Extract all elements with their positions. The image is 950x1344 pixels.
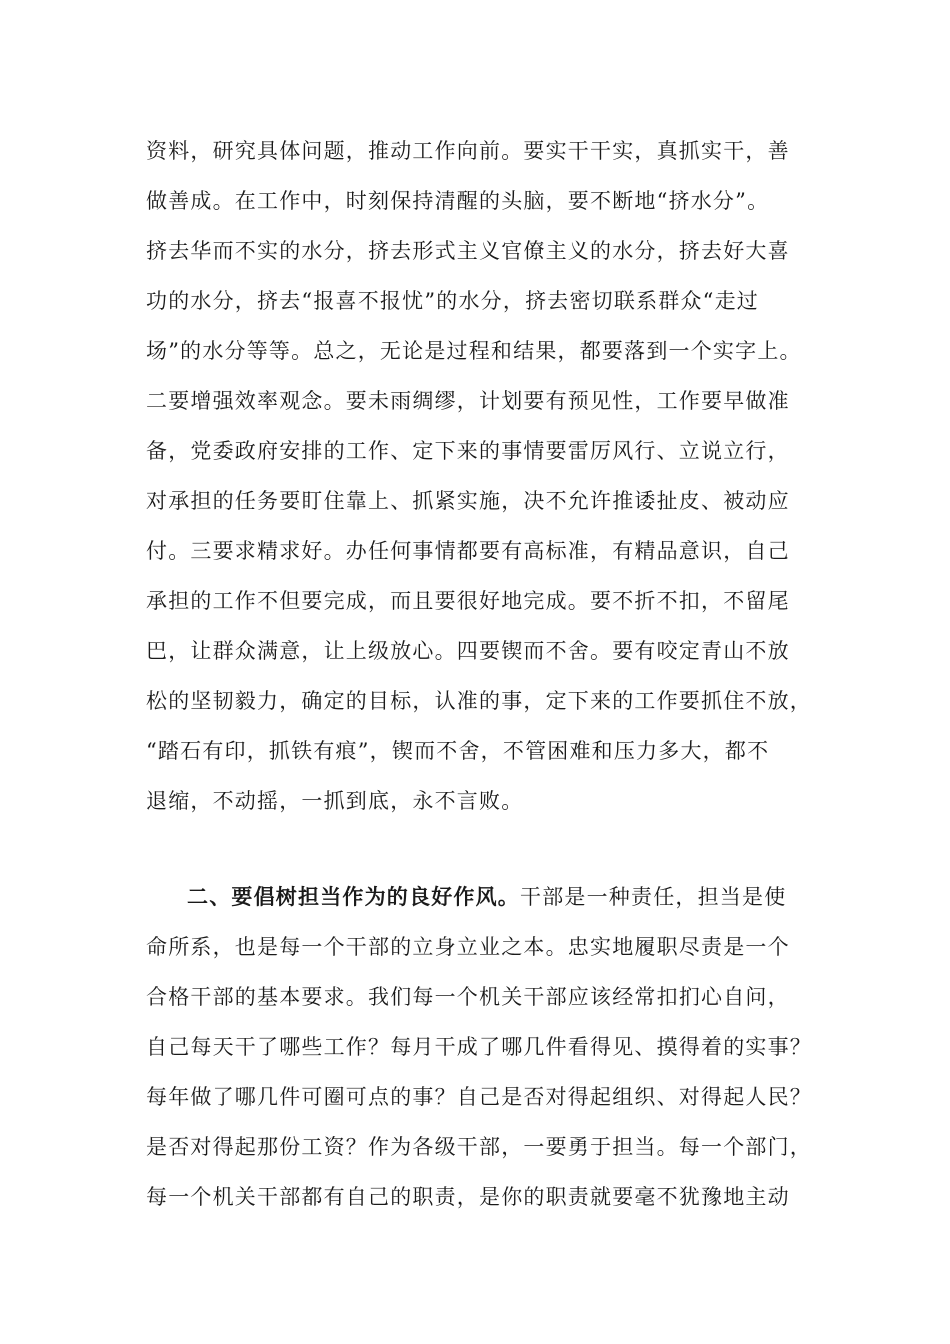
paragraph-line: 退缩，不动摇，一抓到底，永不言败。: [146, 789, 524, 813]
section-heading: 二、要倡树担当作为的良好作风。: [187, 884, 520, 909]
section-heading-continuation: 干部是一种责任，担当是使: [520, 885, 787, 909]
paragraph-line: 承担的工作不但要完成，而且要很好地完成。要不折不扣，不留尾: [146, 589, 790, 613]
paragraph-line: 合格干部的基本要求。我们每一个机关干部应该经常扣扪心自问，: [146, 985, 790, 1009]
paragraph-line: 做善成。在工作中，时刻保持清醒的头脑，要不断地“挤水分”。: [146, 189, 770, 213]
paragraph-line: 命所系，也是每一个干部的立身立业之本。忠实地履职尽责是一个: [146, 935, 790, 959]
section-heading-line: [187, 882, 837, 912]
paragraph-line: 资料，研究具体问题，推动工作向前。要实干干实，真抓实干，善: [146, 139, 790, 163]
paragraph-line: 场”的水分等等。总之，无论是过程和结果，都要落到一个实字上。: [146, 339, 802, 363]
paragraph-line: “踏石有印，抓铁有痕”，锲而不舍，不管困难和压力多大，都不: [146, 739, 770, 763]
paragraph-line: 挤去华而不实的水分，挤去形式主义官僚主义的水分，挤去好大喜: [146, 239, 790, 263]
paragraph-line: 每一个机关干部都有自己的职责，是你的职责就要毫不犹豫地主动: [146, 1185, 790, 1209]
paragraph-line: 是否对得起那份工资？作为各级干部，一要勇于担当。每一个部门，: [146, 1135, 812, 1159]
paragraph-line: 每年做了哪几件可圈可点的事？自己是否对得起组织、对得起人民？: [146, 1085, 812, 1109]
paragraph-line: 对承担的任务要盯住靠上、抓紧实施，决不允许推诿扯皮、被动应: [146, 489, 790, 513]
paragraph-line: 付。三要求精求好。办任何事情都要有高标准，有精品意识，自己: [146, 539, 790, 563]
paragraph-line: 备，党委政府安排的工作、定下来的事情要雷厉风行、立说立行，: [146, 439, 790, 463]
paragraph-line: 功的水分，挤去“报喜不报忧”的水分，挤去密切联系群众“走过: [146, 289, 760, 313]
paragraph-line: 二要增强效率观念。要未雨绸缪，计划要有预见性，工作要早做准: [146, 389, 790, 413]
paragraph-line: 自己每天干了哪些工作？每月干成了哪几件看得见、摸得着的实事？: [146, 1035, 812, 1059]
paragraph-line: 巴，让群众满意，让上级放心。四要锲而不舍。要有咬定青山不放: [146, 639, 790, 663]
paragraph-line: 松的坚韧毅力，确定的目标，认准的事，定下来的工作要抓住不放，: [146, 689, 812, 713]
